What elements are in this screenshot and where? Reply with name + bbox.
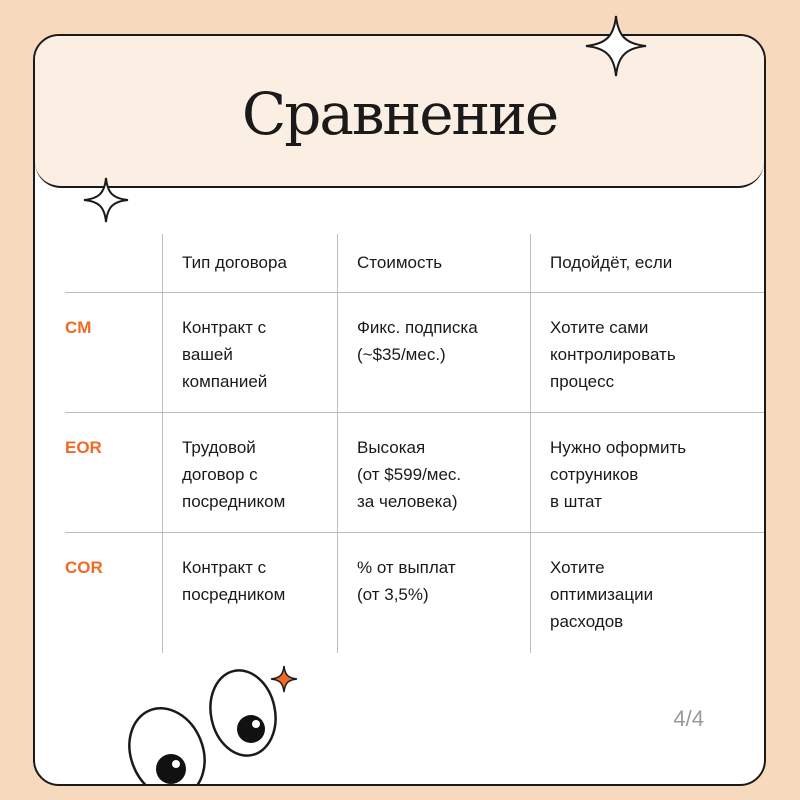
table-header-row xyxy=(65,234,766,293)
table-cell: Нужно оформить сотруников в штат xyxy=(550,438,687,511)
sparkle-icon xyxy=(584,14,648,78)
table-cell: Хотите сами контролировать процесс xyxy=(550,318,676,391)
table-row xyxy=(65,533,766,653)
table-cell: Контракт с вашей компанией xyxy=(182,318,268,391)
table-cell: Трудовой договор с посредником xyxy=(182,438,286,511)
slide-card xyxy=(33,34,766,786)
row-label: CM xyxy=(65,318,92,337)
column-header-contract: Тип договора xyxy=(163,234,338,293)
table-cell: Контракт с посредником xyxy=(182,558,286,604)
header-panel xyxy=(35,36,764,188)
row-label: EOR xyxy=(65,438,102,457)
column-header-fit: Подойдёт, если xyxy=(531,234,767,293)
row-label: COR xyxy=(65,558,103,577)
table-cell: Хотите оптимизации расходов xyxy=(550,558,654,631)
table-cell: % от выплат (от 3,5%) xyxy=(357,558,456,604)
column-header-empty xyxy=(65,234,163,293)
column-header-cost: Стоимость xyxy=(338,234,531,293)
table-cell: Фикс. подписка (~$35/мес.) xyxy=(357,318,478,364)
sparkle-icon xyxy=(269,664,299,694)
page-indicator: 4/4 xyxy=(673,706,704,731)
comparison-table xyxy=(65,234,766,653)
table-row xyxy=(65,293,766,413)
page-title: Сравнение xyxy=(241,80,558,148)
table-cell: Высокая (от $599/мес. за человека) xyxy=(357,438,462,511)
sparkle-icon xyxy=(82,176,130,224)
table-row xyxy=(65,413,766,533)
